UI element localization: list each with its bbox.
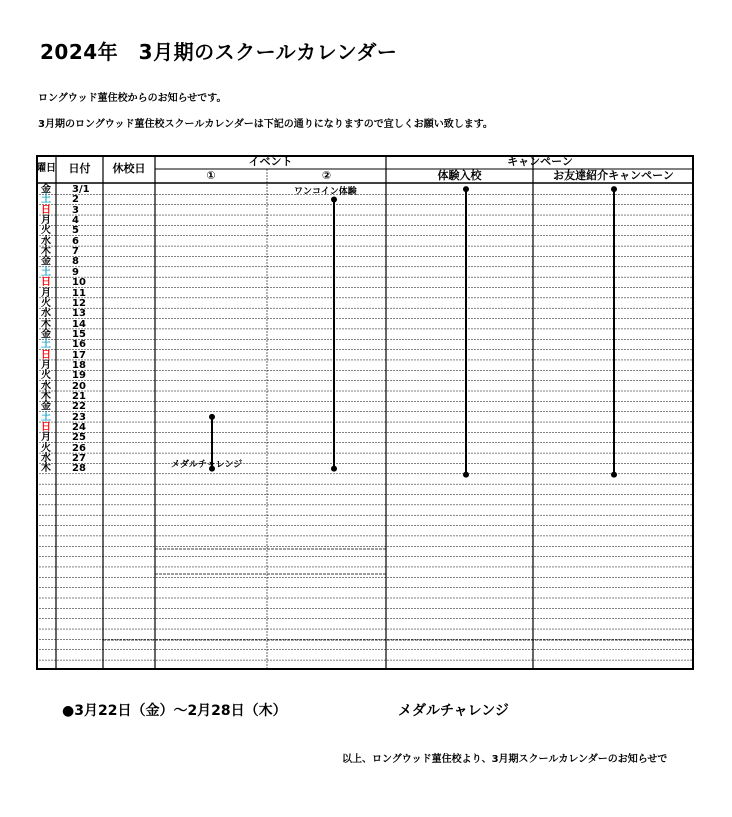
- date-cell: 5: [72, 225, 79, 237]
- date-cell: 12: [72, 297, 86, 309]
- weekday-cell: 水: [41, 380, 51, 392]
- weekday-cell: 月: [41, 432, 51, 444]
- weekday-cell: 金: [41, 184, 51, 195]
- date-cell: 11: [72, 287, 86, 299]
- weekday-cell: 日: [41, 277, 51, 289]
- date-cell: 7: [72, 246, 79, 258]
- date-cell: 19: [72, 370, 86, 382]
- weekday-cell: 土: [41, 194, 51, 206]
- intro-text-2: 3月期のロングウッド菫住校スクールカレンダーは下記の通りになりますので宜しくお願い致します。: [38, 119, 493, 130]
- weekday-cell: 日: [41, 422, 51, 434]
- date-cell: 9: [72, 266, 79, 278]
- closing-text: 以上、ロングウッド菫住校より、3月期スクールカレンダーのお知らせで: [342, 754, 668, 765]
- event2-start-dot: [331, 197, 337, 203]
- weekday-cell: 水: [41, 453, 51, 465]
- date-cell: 24: [72, 422, 86, 434]
- campaign1-end-dot: [463, 472, 469, 478]
- weekday-cell: 金: [41, 256, 51, 268]
- weekday-cell: 火: [41, 370, 51, 382]
- date-cell: 10: [72, 277, 86, 289]
- header-weekday: 曜日: [36, 163, 56, 174]
- date-cell: 22: [72, 401, 86, 413]
- date-cell: 25: [72, 432, 86, 444]
- footer-event-name: メダルチャレンジ: [398, 703, 509, 719]
- header-closed-day: 休校日: [112, 162, 146, 175]
- table-border: [37, 156, 693, 669]
- header-date: 日付: [68, 162, 91, 175]
- date-cell: 17: [72, 349, 86, 361]
- date-cell: 20: [72, 380, 86, 392]
- date-cell: 23: [72, 411, 86, 423]
- calendar-grid: [36, 155, 694, 670]
- weekday-cell: 火: [41, 297, 51, 309]
- weekday-cell: 木: [41, 246, 51, 258]
- header-campaign-1: 体験入校: [437, 169, 482, 182]
- date-cell: 15: [72, 328, 86, 340]
- event1-start-dot: [209, 414, 215, 420]
- footer-date-range: ●3月22日（金）～2月28日（木）: [62, 703, 287, 719]
- weekday-cell: 金: [41, 401, 51, 413]
- date-cell: 3: [72, 204, 79, 216]
- weekday-cell: 日: [41, 204, 51, 216]
- weekday-cell: 月: [41, 359, 51, 371]
- weekday-cell: 木: [41, 318, 51, 330]
- weekday-cell: 土: [41, 339, 51, 351]
- weekday-cell: 水: [41, 235, 51, 247]
- weekday-cell: 月: [41, 215, 51, 227]
- date-cell: 18: [72, 359, 86, 371]
- date-cell: 4: [72, 215, 79, 227]
- weekday-cell: 木: [41, 463, 51, 475]
- weekday-cell: 金: [41, 328, 51, 340]
- date-cell: 3/1: [72, 184, 90, 195]
- weekday-cell: 火: [41, 442, 51, 454]
- date-cell: 8: [72, 256, 79, 268]
- campaign2-end-dot: [611, 472, 617, 478]
- date-cell: 21: [72, 391, 86, 402]
- date-cell: 13: [72, 308, 86, 320]
- campaign1-start-dot: [463, 186, 469, 192]
- campaign2-start-dot: [611, 186, 617, 192]
- header-event-group: イベント: [248, 155, 293, 168]
- intro-text-1: ロングウッド菫住校からのお知らせです。: [38, 93, 227, 104]
- header-campaign-2: お友達紹介キャンペーン: [553, 169, 674, 182]
- header-event-1: ①: [206, 169, 216, 182]
- event1-label: メダルチャレンジ: [171, 460, 243, 470]
- date-cell: 14: [72, 318, 86, 330]
- page-title: 2024年 3月期のスクールカレンダー: [40, 40, 398, 64]
- date-cell: 2: [72, 194, 79, 206]
- date-cell: 16: [72, 339, 86, 351]
- weekday-cell: 火: [41, 225, 51, 237]
- date-cell: 6: [72, 235, 79, 247]
- event2-label: ワンコイン体験: [294, 187, 357, 197]
- weekday-cell: 水: [41, 308, 51, 320]
- header-campaign-group: キャンペーン: [507, 155, 573, 168]
- event2-end-dot: [331, 466, 337, 472]
- weekday-cell: 土: [41, 266, 51, 278]
- school-calendar-table: [36, 155, 694, 670]
- date-cell: 28: [72, 463, 86, 475]
- weekday-cell: 木: [41, 391, 51, 402]
- date-cell: 26: [72, 442, 86, 454]
- date-cell: 27: [72, 453, 86, 465]
- weekday-cell: 土: [41, 411, 51, 423]
- weekday-cell: 月: [41, 287, 51, 299]
- weekday-cell: 日: [41, 349, 51, 361]
- header-event-2: ②: [321, 169, 332, 182]
